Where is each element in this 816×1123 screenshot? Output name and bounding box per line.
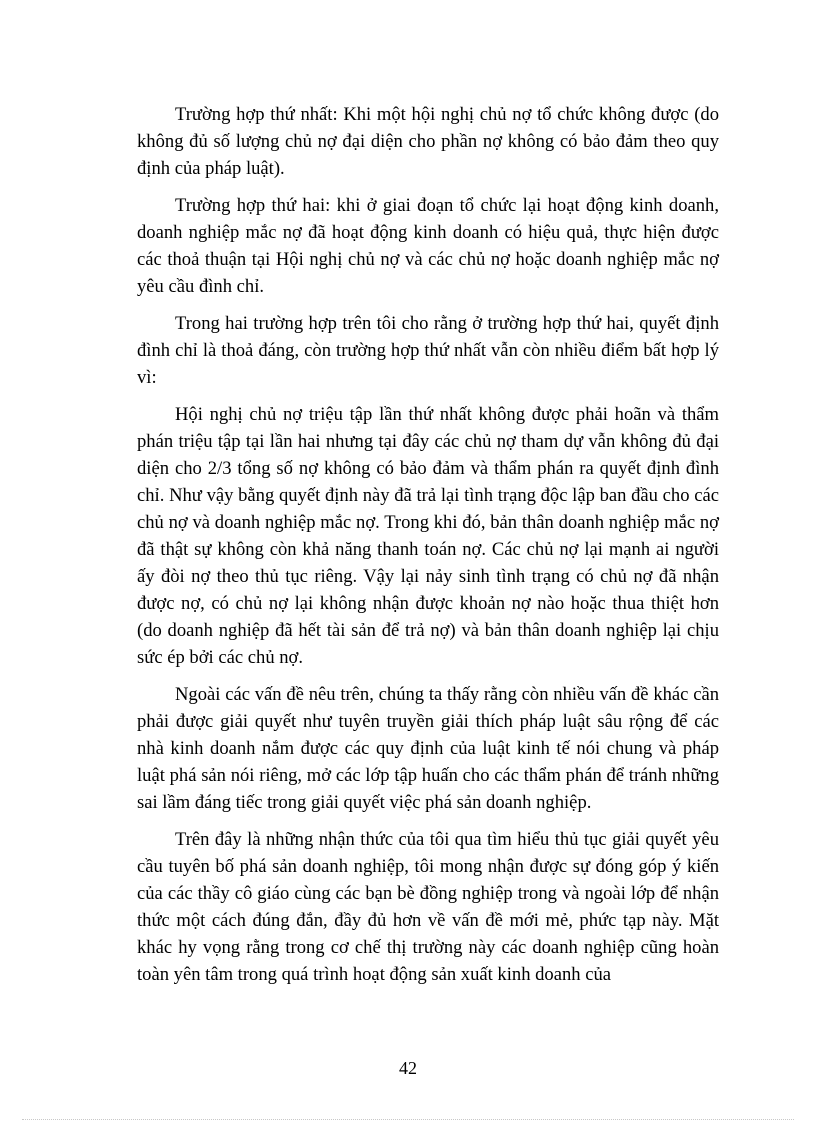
paragraph-case-two: Trường hợp thứ hai: khi ở giai đoạn tổ chức lại hoạt động kinh doanh, doanh nghiệp mắc nợ đã hoạt động kinh doanh có hiệu quả, thực hiện được các thoả thuận tại Hội nghị chủ nợ và các chủ nợ hoặc doanh nghiệp mắc nợ yêu cầu đình chỉ.: [137, 195, 719, 297]
page-bottom-divider: [22, 1119, 794, 1120]
paragraph-analysis: Hội nghị chủ nợ triệu tập lần thứ nhất không được phải hoãn và thẩm phán triệu tập tại lần hai nhưng tại đây các chủ nợ tham dự vẫn không đủ đại diện cho 2/3 tổng số nợ không có bảo đảm và thẩm phán ra quyết định đình chỉ. Như vậy bằng quyết định này đã trả lại tình trạng độc lập ban đầu cho các chủ nợ và doanh nghiệp mắc nợ. Trong khi đó, bản thân doanh nghiệp mắc nợ đã thật sự không còn khả năng thanh toán nợ. Các chủ nợ lại mạnh ai người ấy đòi nợ theo thủ tục riêng. Vậy lại nảy sinh tình trạng có chủ nợ đã nhận được nợ, có chủ nợ lại không nhận được khoản nợ nào hoặc thua thiệt hơn (do doanh nghiệp đã hết tài sản để trả nợ) và bản thân doanh nghiệp lại chịu sức ép bởi các chủ nợ.: [137, 404, 719, 668]
paragraph-case-one: Trường hợp thứ nhất: Khi một hội nghị chủ nợ tổ chức không được (do không đủ số lượng chủ nợ đại diện cho phần nợ không có bảo đảm theo quy định của pháp luật).: [137, 104, 719, 179]
page-body: [137, 101, 719, 998]
page-number: 42: [399, 1058, 417, 1078]
paragraph-opinion: Trong hai trường hợp trên tôi cho rằng ở trường hợp thứ hai, quyết định đình chỉ là thoả đáng, còn trường hợp thứ nhất vẫn còn nhiều điểm bất hợp lý vì:: [137, 313, 719, 388]
paragraph-other-issues: Ngoài các vấn đề nêu trên, chúng ta thấy rằng còn nhiều vấn đề khác cần phải được giải quyết như tuyên truyền giải thích pháp luật sâu rộng để các nhà kinh doanh nắm được các quy định của luật kinh tế nói chung và pháp luật phá sản nói riêng, mở các lớp tập huấn cho các thẩm phán để tránh những sai lầm đáng tiếc trong giải quyết việc phá sản doanh nghiệp.: [137, 684, 719, 813]
paragraph-conclusion: Trên đây là những nhận thức của tôi qua tìm hiểu thủ tục giải quyết yêu cầu tuyên bố phá sản doanh nghiệp, tôi mong nhận được sự đóng góp ý kiến của các thầy cô giáo cùng các bạn bè đồng nghiệp trong và ngoài lớp để nhận thức một cách đúng đắn, đầy đủ hơn về vấn đề mới mẻ, phức tạp này. Mặt khác hy vọng rằng trong cơ chế thị trường này các doanh nghiệp cũng hoàn toàn yên tâm trong quá trình hoạt động sản xuất kinh doanh của: [137, 829, 719, 985]
